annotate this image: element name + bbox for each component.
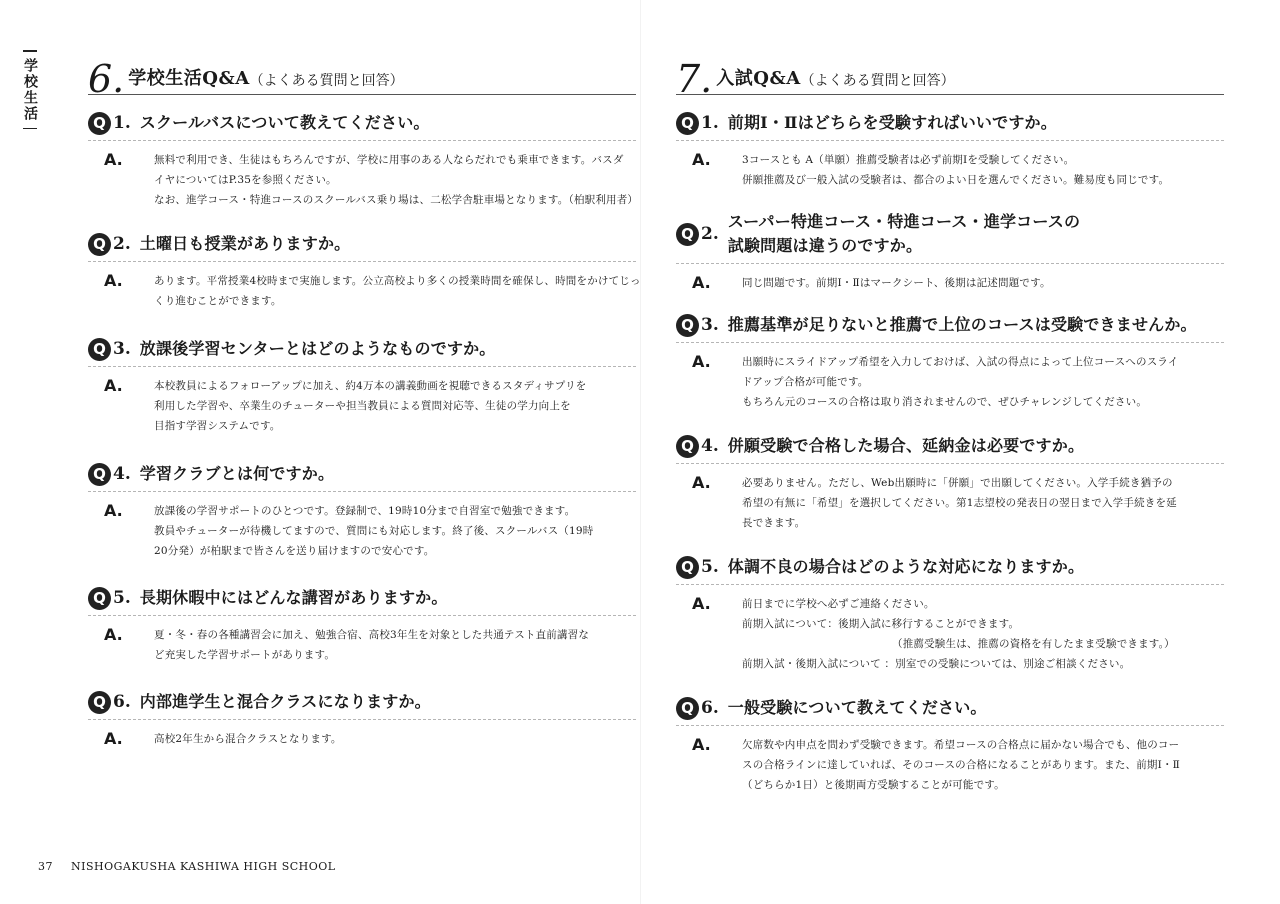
- question-row: [676, 313, 1224, 343]
- answer-row: [88, 150, 639, 210]
- question-line: 試験問題は違うのですか。: [727, 236, 923, 255]
- question-line: 学習クラブとは何ですか。: [139, 464, 335, 483]
- question-line: 土曜日も授業がありますか。: [139, 234, 351, 253]
- school-name: NISHOGAKUSHA KASHIWA HIGH SCHOOL: [71, 860, 336, 873]
- answer-text: [742, 273, 1051, 293]
- answer-line: 教員やチューターが待機してますので、質問にも対応します。終了後、スクールバス（19時: [154, 525, 594, 537]
- question-row: [88, 690, 636, 720]
- answer-line: 夏・冬・春の各種講習会に加え、勉強合宿、高校3年生を対象とした共通テスト直前講習な: [154, 629, 590, 641]
- question-text: [140, 462, 334, 486]
- answer-line: 同じ問題です。前期Ⅰ・Ⅱはマークシート、後期は記述問題です。: [742, 277, 1051, 289]
- section-header: [88, 50, 636, 101]
- question-text: [140, 586, 448, 610]
- question-line: 一般受験について教えてください。: [727, 698, 987, 717]
- answer-label: A.: [104, 271, 123, 290]
- answer-line: 放課後の学習サポートのひとつです。登録制で、19時10分まで自習室で勉強できます。: [154, 505, 576, 517]
- q-badge-icon: Q: [88, 463, 111, 486]
- answer-text: [154, 501, 593, 561]
- page-fold: [640, 0, 641, 904]
- answer-text: [742, 735, 1180, 795]
- question-line: 併願受験で合格した場合、延納金は必要ですか。: [727, 436, 1085, 455]
- question-number: 4.: [113, 464, 131, 484]
- answer-text: [742, 594, 1175, 674]
- section-subtitle: （よくある質問と回答）: [249, 73, 404, 89]
- question-number: 1.: [701, 113, 719, 133]
- question-number: 5.: [701, 557, 719, 577]
- qa-item: [88, 232, 641, 311]
- answer-line: もちろん元のコースの合格は取り消されませんので、ぜひチャレンジしてください。: [742, 396, 1148, 408]
- section-header: [676, 50, 1224, 101]
- answer-label: A.: [104, 376, 123, 395]
- answer-row: [88, 625, 636, 665]
- question-text: [728, 210, 1080, 258]
- answer-line: 欠席数や内申点を問わず受験できます。希望コースの合格点に届かない場合でも、他のコー: [742, 739, 1180, 751]
- question-row: [88, 586, 636, 616]
- answer-line: 目指す学習システムです。: [154, 420, 281, 432]
- answer-row: [88, 729, 636, 749]
- answer-line: 併願推薦及び一般入試の受験者は、都合のよい日を選んでください。難易度も同じです。: [742, 174, 1170, 186]
- question-text: [728, 111, 1057, 135]
- question-line: スーパー特進コース・特進コース・進学コースの: [727, 212, 1081, 231]
- answer-line: なお、進学コース・特進コースのスクールバス乗り場は、二松学舎駐車場となります。（柏駅利用者）: [154, 194, 639, 206]
- question-line: 前期Ⅰ・Ⅱはどちらを受験すればいいですか。: [727, 113, 1057, 132]
- answer-label: A.: [104, 501, 123, 520]
- question-number: 1.: [113, 113, 131, 133]
- answer-line: 利用した学習や、卒業生のチューターや担当教員による質問対応等、生徒の学力向上を: [154, 400, 571, 412]
- answer-row: [676, 473, 1224, 533]
- answer-line: スの合格ラインに達していれば、そのコースの合格になることがあります。また、前期Ⅰ・Ⅱ: [742, 759, 1181, 771]
- section-subtitle: （よくある質問と回答）: [800, 73, 955, 89]
- page-footer: [38, 860, 336, 873]
- question-row: [676, 111, 1224, 141]
- answer-text: [154, 271, 641, 311]
- answer-row: [676, 735, 1224, 795]
- answer-label: A.: [104, 729, 123, 748]
- answer-text: [154, 625, 589, 665]
- answer-line: 出願時にスライドアップ希望を入力しておけば、入試の得点によって上位コースへのスライ: [742, 356, 1179, 368]
- answer-label: A.: [692, 594, 711, 613]
- answer-label: A.: [104, 150, 123, 169]
- section-title: 入試Q&A: [716, 68, 801, 89]
- q-badge-icon: Q: [88, 691, 111, 714]
- question-number: 3.: [113, 339, 131, 359]
- qa-item: [676, 696, 1224, 795]
- side-tab-label: 学校生活: [22, 57, 38, 122]
- question-text: [140, 111, 430, 135]
- question-number: 6.: [701, 698, 719, 718]
- answer-line: くり進むことができます。: [154, 295, 282, 307]
- answer-line: 20分発）が柏駅まで皆さんを送り届けますので安心です。: [154, 545, 435, 557]
- answer-line: あります。平常授業4校時まで実施します。公立高校より多くの授業時間を確保し、時間をかけてじっ: [154, 275, 641, 287]
- answer-text: [742, 352, 1179, 412]
- answer-line: 希望の有無に「希望」を選択してください。第1志望校の発表日の翌日まで入学手続きを延: [742, 497, 1177, 509]
- answer-row: [676, 594, 1224, 674]
- answer-line: （どちらか1日）と後期両方受験することが可能です。: [742, 779, 1005, 791]
- question-line: 長期休暇中にはどんな講習がありますか。: [139, 588, 448, 607]
- section-number: 7.: [676, 57, 713, 101]
- question-text: [728, 696, 987, 720]
- section-title: 学校生活Q&A: [128, 68, 250, 89]
- question-number: 2.: [701, 224, 719, 244]
- answer-line: 本校教員によるフォローアップに加え、約4万本の講義動画を視聴できるスタディサプリを: [154, 380, 587, 392]
- question-text: [728, 555, 1084, 579]
- answer-label: A.: [104, 625, 123, 644]
- answer-label: A.: [692, 352, 711, 371]
- answer-line: ど充実した学習サポートがあります。: [154, 649, 336, 661]
- question-row: [676, 210, 1224, 264]
- answer-line: 前期入試・後期入試について ：別室での受験については、別途ご相談ください。: [742, 658, 1131, 670]
- qa-item: [676, 434, 1224, 533]
- question-line: 推薦基準が足りないと推薦で上位のコースは受験できませんか。: [727, 315, 1197, 334]
- answer-label: A.: [692, 273, 711, 292]
- qa-list: [676, 111, 1224, 795]
- question-number: 3.: [701, 315, 719, 335]
- qa-item: [676, 111, 1224, 190]
- question-text: [728, 313, 1197, 337]
- answer-label: A.: [692, 150, 711, 169]
- answer-label: A.: [692, 473, 711, 492]
- q-badge-icon: Q: [88, 587, 111, 610]
- q-badge-icon: Q: [676, 314, 699, 337]
- answer-line: 前期入試について：後期入試に移行することができます。: [742, 618, 1020, 630]
- question-row: [676, 434, 1224, 464]
- question-text: [140, 690, 431, 714]
- qa-item: [676, 313, 1224, 412]
- qa-item: [88, 462, 636, 561]
- answer-line: 無料で利用でき、生徒はもちろんですが、学校に用事のある人ならだれでも乗車できます。バスダ: [154, 154, 624, 166]
- q-badge-icon: Q: [88, 338, 111, 361]
- question-line: 放課後学習センターとはどのようなものですか。: [139, 339, 496, 358]
- qa-item: [88, 586, 636, 665]
- question-row: [88, 111, 636, 141]
- answer-row: [676, 352, 1224, 412]
- answer-label: A.: [692, 735, 711, 754]
- answer-line: 必要ありません。ただし、Web出願時に「併願」で出願してください。入学手続き猶予の: [742, 477, 1173, 489]
- answer-text: [742, 473, 1177, 533]
- answer-row: [88, 376, 636, 436]
- answer-row: [676, 273, 1224, 293]
- q-badge-icon: Q: [88, 233, 111, 256]
- qa-item: [88, 690, 636, 749]
- question-text: [140, 337, 496, 361]
- question-row: [676, 555, 1224, 585]
- qa-item: [88, 111, 639, 210]
- question-number: 2.: [113, 234, 131, 254]
- question-row: [88, 462, 636, 492]
- section-number: 6.: [88, 57, 125, 101]
- answer-line: 長できます。: [742, 517, 806, 529]
- answer-line: （推薦受験生は、推薦の資格を有したまま受験できます。）: [892, 638, 1175, 650]
- question-row: [88, 232, 636, 262]
- q-badge-icon: Q: [676, 223, 699, 246]
- question-row: [88, 337, 636, 367]
- question-text: [140, 232, 351, 256]
- answer-text: [154, 729, 342, 749]
- answer-line: 3コースとも A（単願）推薦受験者は必ず前期Ⅰを受験してください。: [742, 154, 1075, 166]
- question-row: [676, 696, 1224, 726]
- answer-text: [742, 150, 1169, 190]
- answer-line: ドアップ合格が可能です。: [742, 376, 869, 388]
- answer-row: [88, 501, 636, 561]
- question-line: スクールバスについて教えてください。: [139, 113, 430, 132]
- qa-item: [676, 555, 1224, 674]
- question-text: [728, 434, 1084, 458]
- side-tab-rule-bottom: [23, 128, 37, 130]
- answer-line: 高校2年生から混合クラスとなります。: [154, 733, 342, 745]
- q-badge-icon: Q: [676, 112, 699, 135]
- question-line: 体調不良の場合はどのような対応になりますか。: [727, 557, 1085, 576]
- side-tab: [18, 50, 42, 129]
- q-badge-icon: Q: [676, 697, 699, 720]
- question-line: 内部進学生と混合クラスになりますか。: [139, 692, 431, 711]
- page-number: 37: [38, 860, 53, 873]
- q-badge-icon: Q: [88, 112, 111, 135]
- q-badge-icon: Q: [676, 435, 699, 458]
- question-number: 5.: [113, 588, 131, 608]
- answer-line: 前日までに学校へ必ずご連絡ください。: [742, 598, 935, 610]
- qa-list: [88, 111, 641, 749]
- answer-line: イヤについてはP.35を参照ください。: [154, 174, 337, 186]
- right-column: [676, 50, 1224, 795]
- question-number: 4.: [701, 436, 719, 456]
- q-badge-icon: Q: [676, 556, 699, 579]
- answer-row: [88, 271, 641, 311]
- qa-item: [676, 210, 1224, 293]
- left-column: [88, 50, 641, 749]
- answer-text: [154, 150, 638, 210]
- answer-row: [676, 150, 1224, 190]
- qa-item: [88, 337, 636, 436]
- question-number: 6.: [113, 692, 131, 712]
- answer-text: [154, 376, 586, 436]
